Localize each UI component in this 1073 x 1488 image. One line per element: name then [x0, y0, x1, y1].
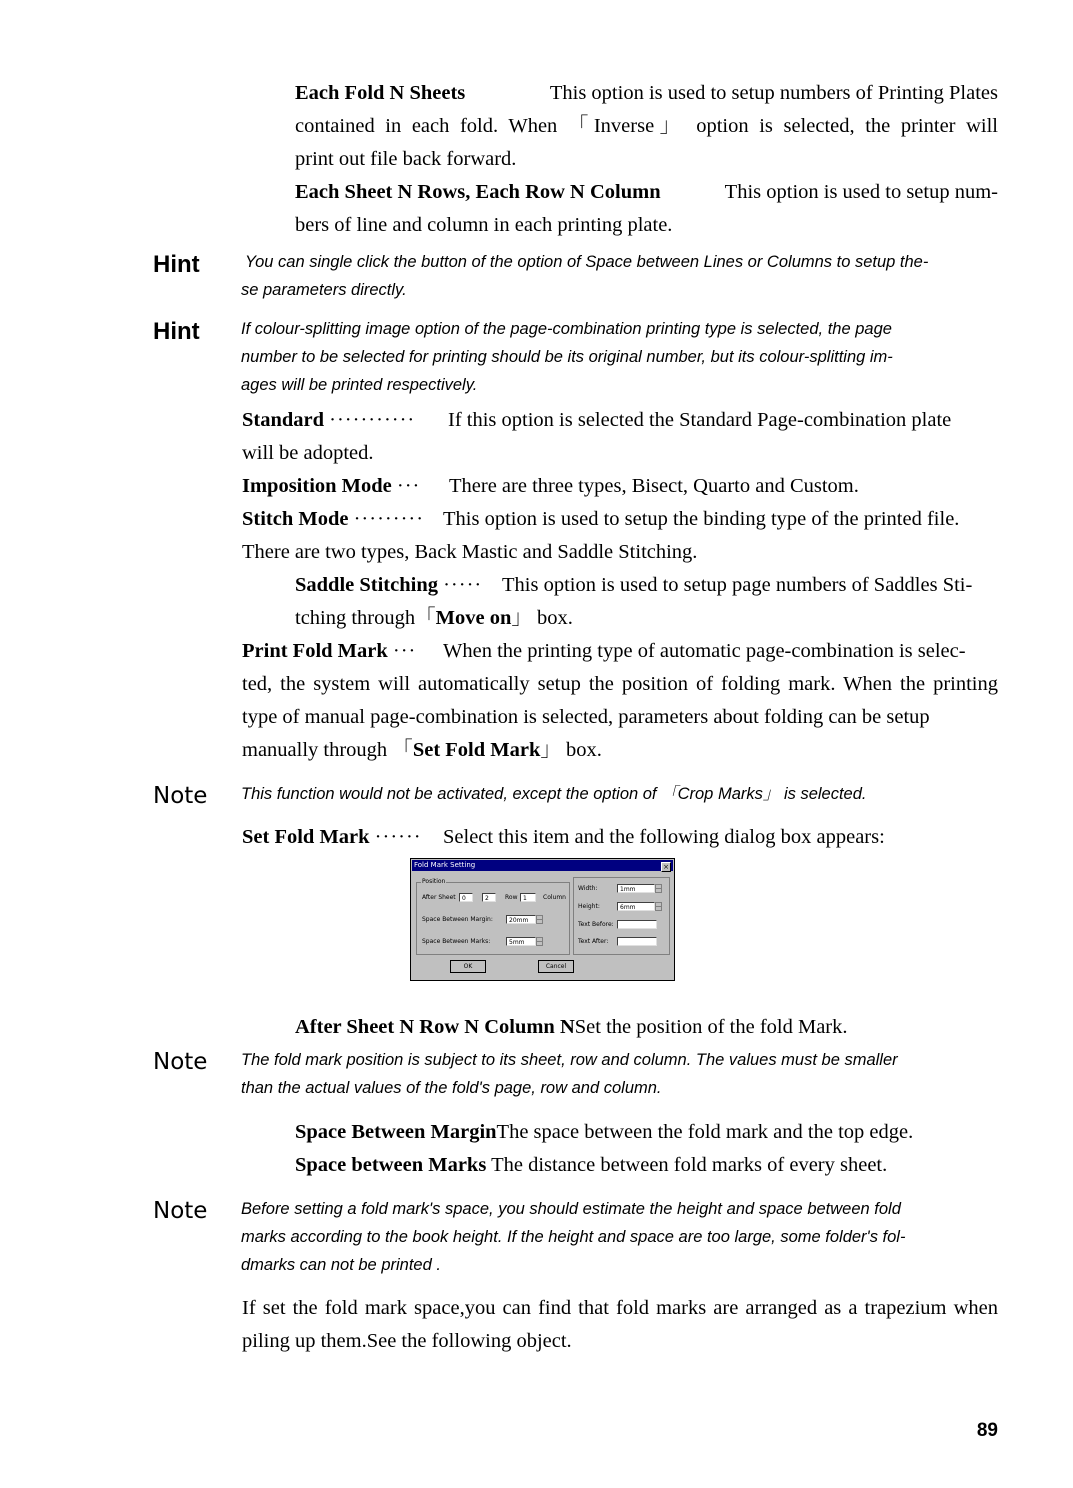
each-sheet-line1: This option is used to setup num-	[724, 181, 998, 203]
term-space-marks: Space between Marks	[295, 1154, 487, 1176]
height-label: Height:	[578, 903, 600, 910]
space-margin-line1: The space between the fold mark and the top edge.	[496, 1121, 914, 1143]
space-marks-line1: The distance between fold marks of every sheet.	[491, 1154, 888, 1176]
imposition-line1: There are three types, Bisect, Quarto and Custom.	[449, 475, 859, 497]
text-before-label: Text Before:	[578, 921, 614, 928]
height-input[interactable]: 6mm	[617, 902, 655, 911]
note-label-2: Note	[153, 1049, 208, 1075]
final-line2: piling up them.See the following object.	[242, 1330, 572, 1352]
standard-line2: will be adopted.	[242, 442, 374, 464]
page-number: 89	[976, 1420, 998, 1441]
after-sheet-input[interactable]: 0	[459, 893, 473, 902]
move-on-term: Move on	[435, 607, 512, 629]
hint-1-line2: se parameters directly.	[241, 281, 407, 299]
hint-2-line1: If colour-splitting image option of the page-combination printing type is selected, the page	[241, 320, 892, 338]
final-line1: If set the fold mark space,you can find that fold marks are arranged as a trapezium when	[242, 1297, 998, 1319]
close-icon[interactable]: ×	[661, 862, 671, 872]
term-set-fold: Set Fold Mark	[242, 826, 370, 848]
term-each-sheet: Each Sheet N Rows, Each Row N Column	[295, 181, 661, 203]
term-each-fold: Each Fold N Sheets	[295, 82, 466, 104]
hint-2-line3: ages will be printed respectively.	[241, 376, 478, 394]
term-saddle: Saddle Stitching	[295, 574, 438, 596]
dialog-title-bar	[412, 860, 673, 871]
each-sheet-line2: bers of line and column in each printing plate.	[295, 214, 673, 236]
column-label: Column	[543, 894, 566, 901]
note-2-line1: The fold mark position is subject to its sheet, row and column. The values must be smaller	[241, 1051, 898, 1069]
term-imposition: Imposition Mode	[242, 475, 392, 497]
space-marks-spinner[interactable]	[536, 937, 543, 946]
text-after-label: Text After:	[578, 938, 609, 945]
para-space-marks	[295, 1149, 887, 1182]
print-fold-line2: ted, the system will automatically setup the position of folding mark. When the printing	[242, 673, 998, 695]
ok-button[interactable]: OK	[450, 960, 486, 973]
width-spinner[interactable]	[655, 884, 662, 893]
para-space-margin	[295, 1116, 913, 1149]
leader-dots: ···	[396, 475, 421, 497]
term-space-margin: Space Between Margin	[295, 1121, 497, 1143]
set-fold-mark-term: Set Fold Mark	[412, 739, 541, 761]
hint-label-2: Hint	[153, 318, 200, 345]
para-after-sheet	[295, 1011, 848, 1044]
leader-dots: ···········	[329, 409, 416, 431]
space-margin-input[interactable]: 20mm	[506, 915, 536, 924]
position-group-label: Position	[422, 878, 446, 885]
width-input[interactable]: 1mm	[617, 884, 655, 893]
row-label: Row	[505, 894, 518, 901]
each-fold-line2: contained in each fold. When 「Inverse」 option is selected, the printer will	[295, 115, 998, 137]
cancel-button[interactable]: Cancel	[538, 960, 574, 973]
stitch-line2: There are two types, Back Mastic and Saddle Stitching.	[242, 541, 698, 563]
leader-dots: ·····	[443, 574, 483, 596]
space-marks-input[interactable]: 5mm	[506, 937, 536, 946]
print-fold-line1: When the printing type of automatic page-combination is selec-	[443, 640, 966, 662]
fold-mark-dialog	[410, 858, 675, 981]
leader-dots: ·········	[353, 508, 425, 530]
after-sheet-label: After Sheet	[422, 894, 456, 901]
term-print-fold: Print Fold Mark	[242, 640, 388, 662]
each-fold-line1: This option is used to setup numbers of Printing Plates	[549, 82, 998, 104]
hint-2-line2: number to be selected for printing should be its original number, but its colour-splitting im-	[241, 348, 893, 366]
text-after-input[interactable]	[617, 937, 657, 946]
term-standard: Standard	[242, 409, 325, 431]
term-after-sheet: After Sheet N Row N Column N	[295, 1016, 575, 1038]
note-3-line3: dmarks can not be printed .	[241, 1256, 441, 1274]
saddle-line2-pre: tching through「	[295, 607, 436, 629]
saddle-line2-post: 」 box.	[511, 607, 573, 629]
standard-line1: If this option is selected the Standard Page-combination plate	[448, 409, 952, 431]
saddle-line1: This option is used to setup page numbers of Saddles Sti-	[502, 574, 973, 596]
row-input[interactable]: 1	[520, 893, 536, 902]
text-before-input[interactable]	[617, 920, 657, 929]
note-1-line1: This function would not be activated, except the option of 「Crop Marks」 is selected.	[241, 785, 867, 803]
stitch-line1: This option is used to setup the binding type of the printed file.	[443, 508, 960, 530]
note-3-line2: marks according to the book height. If the height and space are too large, some folder's fol-	[241, 1228, 906, 1246]
print-fold-line3: type of manual page-combination is selected, parameters about folding can be setup	[242, 706, 930, 728]
hint-1-line1: You can single click the button of the option of Space between Lines or Columns to setup the-	[245, 253, 929, 271]
after-sheet-line1: Set the position of the fold Mark.	[574, 1016, 848, 1038]
term-stitch: Stitch Mode	[242, 508, 349, 530]
width-label: Width:	[578, 885, 598, 892]
space-margin-spinner[interactable]	[536, 915, 543, 924]
note-3-line1: Before setting a fold mark's space, you should estimate the height and space between fold	[241, 1200, 901, 1218]
space-margin-label: Space Between Margin:	[422, 916, 493, 923]
print-fold-line4-pre: manually through 「	[242, 739, 413, 761]
sheet-input-2[interactable]: 2	[482, 893, 496, 902]
note-2-line2: than the actual values of the fold's page, row and column.	[241, 1079, 662, 1097]
note-label-1: Note	[153, 783, 208, 809]
hint-label-1: Hint	[153, 251, 200, 278]
dialog-title: Fold Mark Setting	[414, 861, 476, 869]
each-fold-line3: print out file back forward.	[295, 148, 517, 170]
height-spinner[interactable]	[655, 902, 662, 911]
note-label-3: Note	[153, 1198, 208, 1224]
leader-dots: ···	[392, 640, 417, 662]
space-marks-label: Space Between Marks:	[422, 938, 491, 945]
set-fold-line1: Select this item and the following dialog box appears:	[443, 826, 885, 848]
leader-dots: ······	[374, 826, 422, 848]
print-fold-line4-post: 」 box.	[540, 739, 602, 761]
